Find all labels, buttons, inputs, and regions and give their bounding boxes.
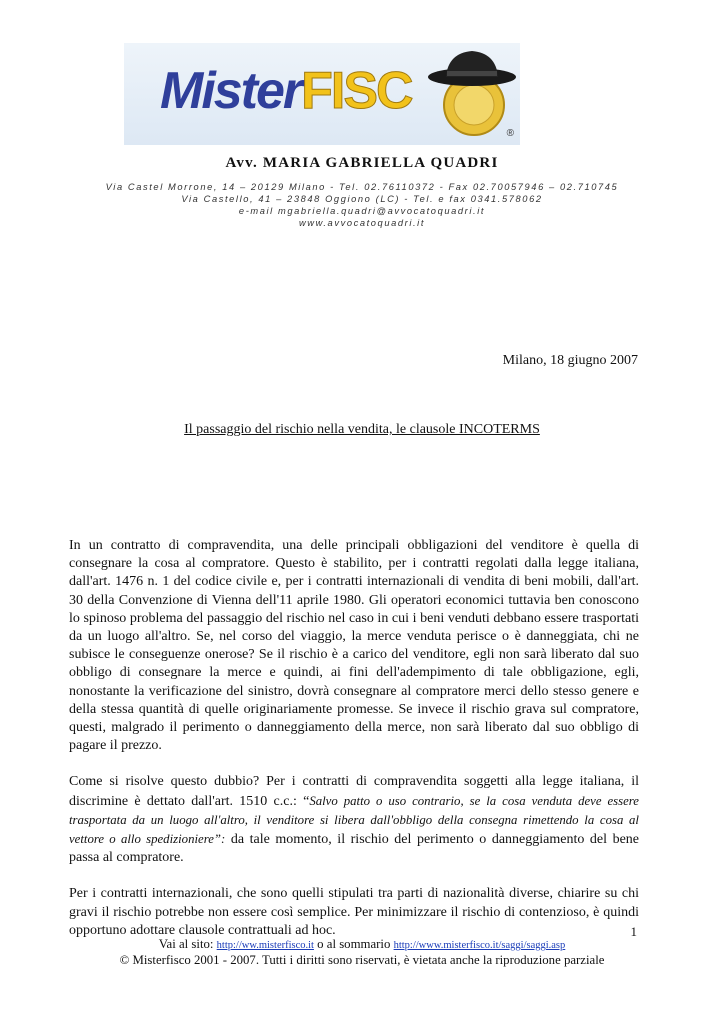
address-line-milano: Via Castel Morrone, 14 – 20129 Milano - Tel. 02.76110372 - Fax 02.70057946 – 02.710745 [105, 182, 619, 192]
address-line-oggiono: Via Castello, 41 – 23848 Oggiono (LC) - Tel. e fax 0341.578062 [181, 194, 543, 204]
paragraph-3: Per i contratti internazionali, che sono quelli stipulati tra parti di nazionalità diverse, chiarire su chi gravi il rischio potrebbe non essere così semplice. Per minimizzare il rischio di contenzioso, è quindi opportuno adottare clausole contrattuali ad hoc. [69, 886, 639, 938]
logo-text-mister: Mister [160, 62, 302, 120]
footer-links [0, 937, 724, 952]
document-title: Il passaggio del rischio nella vendita, le clausole INCOTERMS [184, 422, 540, 437]
website-line: www.avvocatoquadri.it [298, 218, 426, 228]
registered-mark: ® [506, 128, 514, 139]
title-prefix: Avv. [225, 155, 258, 171]
lawyer-name [0, 155, 724, 172]
saggi-index-link[interactable]: http://www.misterfisco.it/saggi/saggi.asp [393, 940, 566, 951]
paragraph-2 [69, 773, 639, 867]
logo-text-fisco: FISC [301, 62, 412, 120]
euro-coin-hat-icon [424, 47, 516, 141]
lawyer-full-name: MARIA GABRIELLA QUADRI [262, 155, 499, 171]
logo-wordmark [160, 62, 412, 120]
article-1510-quote: Salvo patto o uso contrario, se la cosa venduta deve essere trasportata da un luogo all'altro, il venditore si libera dall'obbligo della consegna rimettendo la cosa al vettore o allo spedizioniere”: [69, 793, 639, 847]
footer-prefix: Vai al sito: [158, 937, 217, 951]
page-number: 1 [630, 924, 637, 939]
paragraph-2-end: da tale momento, il rischio del perimento o danneggiamento del bene passa al compratore. [69, 832, 639, 866]
footer-middle: o al sommario [313, 937, 394, 951]
email-line: e-mail mgabriella.quadri@avvocatoquadri.it [238, 206, 486, 216]
misterfisco-home-link[interactable]: http://ww.misterfisco.it [216, 940, 314, 951]
document-body [69, 537, 639, 958]
paragraph-2-intro: Come si risolve questo dubbio? Per i contratti di compravendita soggetti alla legge italiana, il discrimine è dettato dall'art. 1510 c.c.: “ [69, 774, 639, 809]
footer-copyright: © Misterfisco 2001 - 2007. Tutti i diritti sono riservati, è vietata anche la riproduzione parziale [119, 953, 605, 967]
misterfisco-logo [124, 43, 520, 145]
paragraph-1: In un contratto di compravendita, una delle principali obbligazioni del venditore è quella di consegnare la cosa al compratore. Questo è stabilito, per i contratti regolati dalla legge italiana, dall'art. 1476 n. 1 del codice civile e, per i contratti internazionali di vendita di beni mobili, dall'art. 30 della Convenzione di Vienna dell'11 aprile 1980. Gli operatori economici tuttavia ben conoscono lo spinoso problema del passaggio del rischio nel caso in cui i beni venduti debbano essere trasportati da un luogo all'altro. Se, nel corso del viaggio, la merce venduta perisce o è danneggiata, chi ne subisce le conseguenze onerose? Se il rischio è a carico del venditore, egli non sarà liberato dal suo obbligo di consegnare la merce e quindi, ai fini dell'adempimento di tale obbligazione, egli, nonostante la verificazione del sinistro, dovrà consegnare al compratore merci dello stesso genere e della stessa quantità di quelle originariamente promesse. Se invece il rischio grava sul compratore, questi, malgrado il perimento o danneggiamento della merce, non sarà liberato dal suo obbligo di pagare il prezzo. [69, 538, 639, 754]
document-date: Milano, 18 giugno 2007 [502, 353, 638, 368]
